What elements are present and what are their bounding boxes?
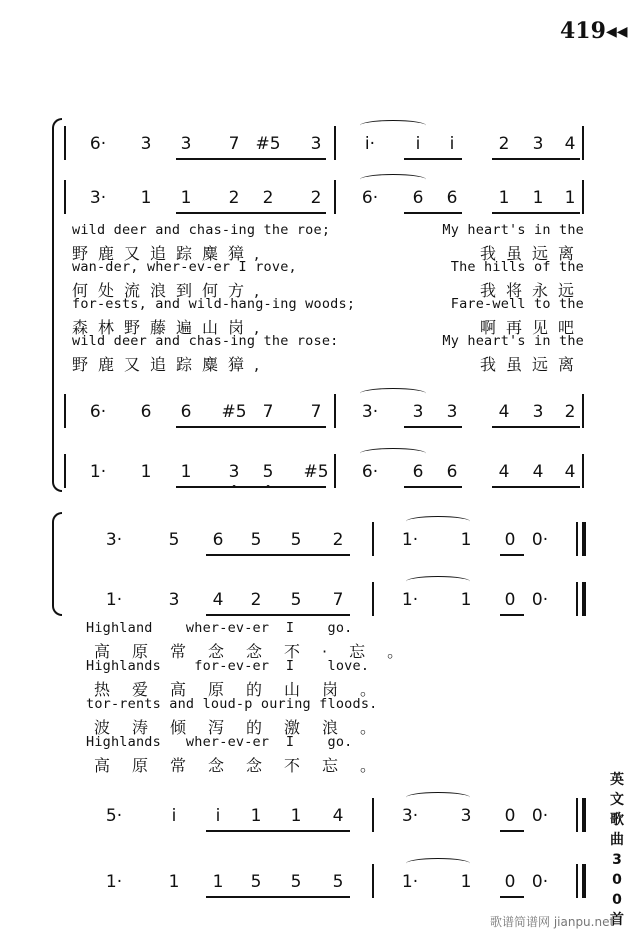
note: 7 (228, 134, 240, 154)
notation-row (0, 462, 640, 486)
note: 2 (250, 590, 262, 610)
note: 4 (332, 806, 344, 826)
note: 5 (332, 872, 344, 892)
note: 2 (262, 188, 274, 208)
note: 3 (412, 402, 424, 422)
note: 2 (564, 402, 576, 422)
side-title-char: 歌 (610, 812, 624, 828)
side-title-char: 3 (612, 852, 622, 868)
note: i (215, 806, 221, 826)
barline (582, 126, 584, 160)
note: 3 (140, 134, 152, 154)
note: 1 (140, 188, 152, 208)
lyric-right: 我虽远离 (479, 354, 584, 374)
lyric-line: 波涛倾泻的激浪。 (94, 718, 399, 737)
note: 5 (290, 530, 302, 550)
side-title-char: 0 (612, 872, 622, 888)
side-title-char: 曲 (610, 832, 624, 848)
note: 1 (460, 872, 472, 892)
lyric-left: 野鹿又追踪麋獐, (72, 354, 270, 374)
note: 4 (498, 462, 510, 482)
final-barline (582, 864, 586, 898)
note: 0 (504, 590, 516, 610)
lyric-line: Highland wher-ev-er I go. (86, 620, 353, 636)
note: 4 (564, 462, 576, 482)
beam-line (206, 830, 350, 832)
beam-line (206, 554, 350, 556)
note: 3· (105, 530, 123, 550)
note: 4 (498, 402, 510, 422)
barline (576, 582, 578, 616)
barline (576, 798, 578, 832)
barline (372, 522, 374, 556)
barline (334, 454, 336, 488)
barline (582, 394, 584, 428)
note: 3 (460, 806, 472, 826)
note: 3· (361, 402, 379, 422)
system-brace (52, 118, 62, 492)
beam-line (176, 486, 326, 488)
note: 0· (531, 530, 549, 550)
note: 6 (446, 188, 458, 208)
note: 5 (262, 462, 274, 482)
watermark: 歌谱简谱网 jianpu.net (490, 915, 615, 929)
note: 6 (180, 402, 192, 422)
barline (372, 864, 374, 898)
barline (576, 864, 578, 898)
note: 6· (89, 402, 107, 422)
final-barline (582, 582, 586, 616)
beam-line (176, 158, 326, 160)
beam-line (492, 426, 580, 428)
note: 6· (361, 188, 379, 208)
lyric-right: The hills of the (450, 259, 584, 275)
beam-line (492, 158, 580, 160)
barline (334, 126, 336, 160)
beam-line (500, 896, 524, 898)
lyric-right: My heart's in the (442, 333, 584, 349)
tie-arc (406, 516, 470, 527)
lyric-right: My heart's in the (442, 222, 584, 238)
page-mark-icon: ◀◀ (605, 24, 628, 40)
note: 1 (460, 590, 472, 610)
lyric-left: 何处流浪到何方, (72, 280, 270, 300)
lyric-right: 我将永远 (479, 280, 584, 300)
note: 1· (401, 872, 419, 892)
book-side-title (606, 770, 628, 930)
note: 3 (180, 134, 192, 154)
tie-arc (360, 448, 426, 459)
note: 2 (498, 134, 510, 154)
lyric-line: 高原常念念不·忘。 (94, 642, 426, 661)
barline (64, 454, 66, 488)
barline (64, 126, 66, 160)
note: 6· (89, 134, 107, 154)
note: i (171, 806, 177, 826)
barline (334, 180, 336, 214)
note: 5 (250, 530, 262, 550)
note: 1 (212, 872, 224, 892)
note: 6 (412, 188, 424, 208)
note: 1· (105, 872, 123, 892)
note: 5· (105, 806, 123, 826)
lyric-line: 热爱高原的山岗。 (94, 680, 399, 699)
beam-line (176, 426, 326, 428)
barline (64, 394, 66, 428)
lyric-left: 森林野藤遍山岗, (72, 317, 270, 337)
beam-line (176, 212, 326, 214)
lyric-line (72, 315, 584, 337)
lyric-line (72, 259, 584, 277)
note: 0 (504, 530, 516, 550)
note: 3 (532, 402, 544, 422)
side-title-char: 0 (612, 892, 622, 908)
side-title-char: 首 (610, 912, 624, 928)
lyric-left: wan-der, wher-ev-er I rove, (72, 259, 297, 275)
tie-arc (406, 576, 470, 587)
note: 4 (564, 134, 576, 154)
lyric-line: tor-rents and loud-p ouring floods. (86, 696, 378, 712)
note: #5 (221, 402, 247, 422)
note: 5 (250, 872, 262, 892)
side-title-char: 文 (610, 792, 624, 808)
lyric-line (72, 296, 584, 314)
barline (576, 522, 578, 556)
beam-line (404, 486, 462, 488)
lyric-right: 我虽远离 (479, 243, 584, 263)
tie-arc (360, 388, 426, 399)
beam-line (500, 614, 524, 616)
note: 3 (228, 462, 240, 482)
note: 6 (412, 462, 424, 482)
note: 3 (446, 402, 458, 422)
beam-line (500, 554, 524, 556)
beam-line (492, 212, 580, 214)
notation-row (0, 806, 640, 830)
note: 3· (89, 188, 107, 208)
note: 1 (180, 462, 192, 482)
beam-line (500, 830, 524, 832)
note: 5 (290, 590, 302, 610)
beam-line (206, 896, 350, 898)
tie-arc (360, 174, 426, 185)
lyric-left: wild deer and chas-ing the rose: (72, 333, 339, 349)
note: 1 (140, 462, 152, 482)
note: 3 (310, 134, 322, 154)
lyric-line (72, 222, 584, 240)
note: i (449, 134, 455, 154)
note: 6 (140, 402, 152, 422)
note: i· (364, 134, 376, 154)
lyric-line: Highlands for-ev-er I love. (86, 658, 370, 674)
note: 1 (564, 188, 576, 208)
notation-row (0, 402, 640, 426)
note: 6· (361, 462, 379, 482)
barline (372, 798, 374, 832)
note: 1· (89, 462, 107, 482)
note: 3 (532, 134, 544, 154)
note: i (415, 134, 421, 154)
note: 1 (180, 188, 192, 208)
tie-arc (360, 120, 426, 131)
lyric-line (72, 352, 584, 374)
barline (582, 180, 584, 214)
lyric-line: Highlands wher-ev-er I go. (86, 734, 353, 750)
note: 7 (262, 402, 274, 422)
lyric-line (72, 333, 584, 351)
lyric-left: for-ests, and wild-hang-ing woods; (72, 296, 356, 312)
note: 0 (504, 806, 516, 826)
notation-row (0, 530, 640, 554)
note: 1 (290, 806, 302, 826)
note: 3· (401, 806, 419, 826)
note: 7 (310, 402, 322, 422)
note: 7 (332, 590, 344, 610)
barline (64, 180, 66, 214)
tie-arc (406, 858, 470, 869)
notation-row (0, 134, 640, 158)
notation-row (0, 188, 640, 212)
note: 2 (332, 530, 344, 550)
final-barline (582, 522, 586, 556)
note: 0· (531, 806, 549, 826)
note: 4 (532, 462, 544, 482)
note: 0· (531, 872, 549, 892)
note: 1 (168, 872, 180, 892)
note: 1 (460, 530, 472, 550)
lyric-line (72, 241, 584, 263)
note: 0 (504, 872, 516, 892)
note: 6 (446, 462, 458, 482)
beam-line (404, 158, 462, 160)
note: 5 (290, 872, 302, 892)
lyric-line: 高原常念念不忘。 (94, 756, 399, 775)
side-title-char: 英 (610, 772, 624, 788)
note: #5 (303, 462, 329, 482)
note: 1· (401, 530, 419, 550)
note: 1 (498, 188, 510, 208)
note: 4 (212, 590, 224, 610)
tie-arc (406, 792, 470, 803)
lyric-line (72, 278, 584, 300)
beam-line (206, 614, 350, 616)
lyric-left: wild deer and chas-ing the roe; (72, 222, 331, 238)
note: 1 (250, 806, 262, 826)
barline (334, 394, 336, 428)
notation-row (0, 872, 640, 896)
note: 2 (228, 188, 240, 208)
final-barline (582, 798, 586, 832)
page-number: 419◀◀ (560, 18, 628, 44)
notation-row (0, 590, 640, 614)
lyric-right: 啊再见吧 (479, 317, 584, 337)
note: 1· (105, 590, 123, 610)
note: #5 (255, 134, 281, 154)
lyric-right: Fare-well to the (450, 296, 584, 312)
note: 2 (310, 188, 322, 208)
note: 0· (531, 590, 549, 610)
beam-line (492, 486, 580, 488)
barline (582, 454, 584, 488)
beam-line (404, 426, 462, 428)
note: 5 (168, 530, 180, 550)
barline (372, 582, 374, 616)
note: 1· (401, 590, 419, 610)
note: 1 (532, 188, 544, 208)
note: 6 (212, 530, 224, 550)
note: 3 (168, 590, 180, 610)
beam-line (404, 212, 462, 214)
lyric-left: 野鹿又追踪麋獐, (72, 243, 270, 263)
